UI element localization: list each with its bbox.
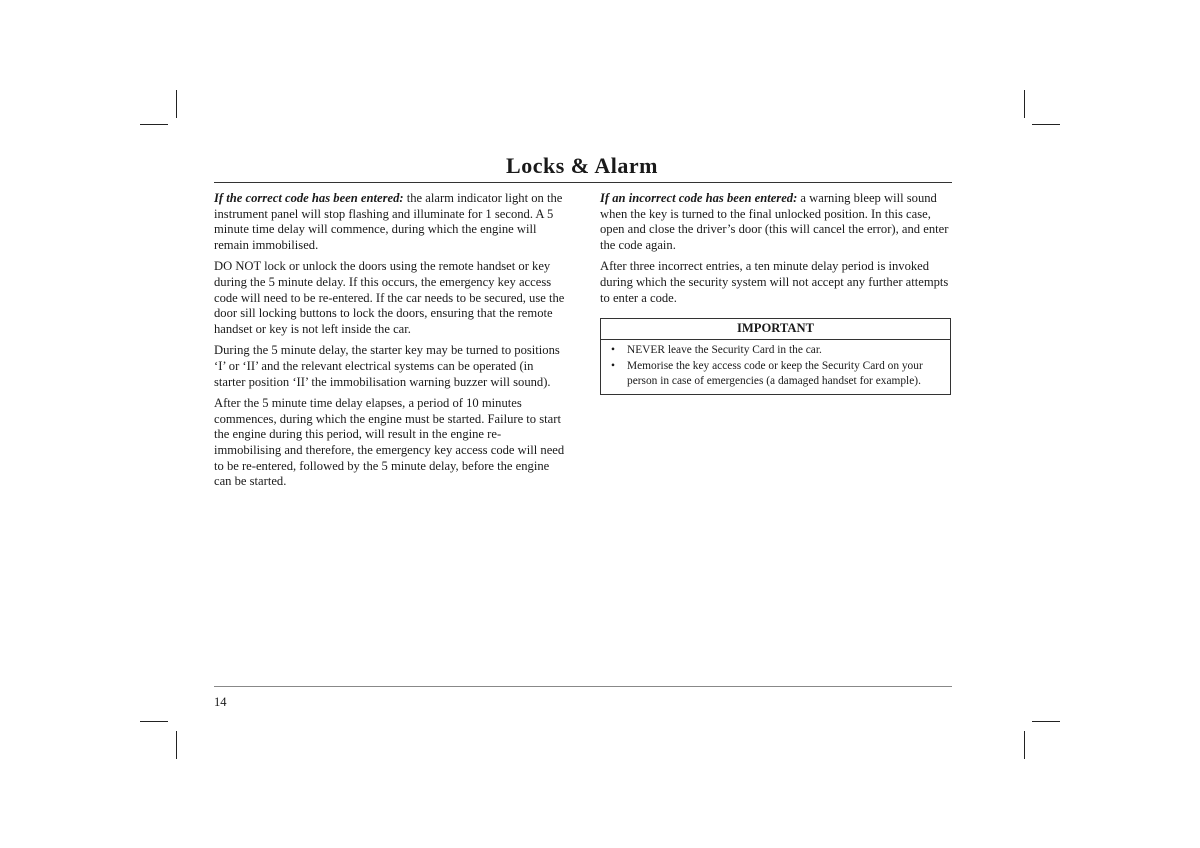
right-column [600, 191, 952, 395]
paragraph-correct-code [214, 191, 566, 253]
paragraph-starter-key: During the 5 minute delay, the starter key may be turned to positions ‘I’ or ‘II’ and the relevant electrical systems can be operated (in starter position ‘II’ the immobilisation warning buzzer will sound). [214, 343, 560, 389]
crop-mark-top-right-horizontal [1032, 124, 1060, 125]
crop-mark-top-right-vertical [1024, 90, 1025, 118]
title-divider [214, 182, 952, 183]
important-item [609, 359, 942, 390]
crop-mark-bottom-left-horizontal [140, 721, 168, 722]
paragraph-text: the alarm indicator light on the instrument panel will stop flashing and illuminate for 1 second. A 5 minute time delay will commence, during which the engine will remain immobilised. [214, 191, 563, 252]
paragraph-do-not-lock: DO NOT lock or unlock the doors using the remote handset or key during the 5 minute delay. If this occurs, the emergency key access code will need to be re-entered. If the car needs to be secured, use the door sill locking buttons to lock the doors, ensuring that the remote handset or key is not left inside the car. [214, 259, 565, 336]
paragraph-lead: If the correct code has been entered: [214, 191, 404, 205]
paragraph-time-delay: After the 5 minute time delay elapses, a period of 10 minutes commences, during which the engine must be started. Failure to start the engine during this period, will result in the engine re-immobilising and therefore, the emergency key access code will need to be re-entered, followed by the 5 minute delay, before the engine can be started. [214, 396, 565, 489]
crop-mark-bottom-left-vertical [176, 731, 177, 759]
important-list [601, 340, 950, 394]
important-item-text: Memorise the key access code or keep the Security Card on your person in case of emergencies (a damaged handset for example). [627, 359, 923, 388]
left-column [214, 191, 566, 496]
crop-mark-top-left-vertical [176, 90, 177, 118]
page-title: Locks & Alarm [506, 153, 658, 178]
important-item [609, 343, 942, 359]
important-item-text: NEVER leave the Security Card in the car. [627, 344, 822, 357]
paragraph-three-incorrect: After three incorrect entries, a ten minute delay period is invoked during which the security system will not accept any further attempts to enter a code. [600, 259, 949, 305]
paragraph-incorrect-code [600, 191, 952, 253]
page-number: 14 [214, 695, 227, 709]
important-heading: IMPORTANT [601, 319, 950, 340]
paragraph-text: a warning bleep will sound when the key is turned to the final unlocked position. In this case, open and close the driver’s door (this will cancel the error), and enter the code again. [600, 191, 949, 252]
crop-mark-bottom-right-vertical [1024, 731, 1025, 759]
important-notice-box [600, 318, 951, 395]
footer-divider [214, 686, 952, 687]
bullet-icon: • [611, 359, 615, 372]
bullet-icon: • [611, 344, 615, 357]
paragraph-lead: If an incorrect code has been entered: [600, 191, 798, 205]
crop-mark-bottom-right-horizontal [1032, 721, 1060, 722]
crop-mark-top-left-horizontal [140, 124, 168, 125]
